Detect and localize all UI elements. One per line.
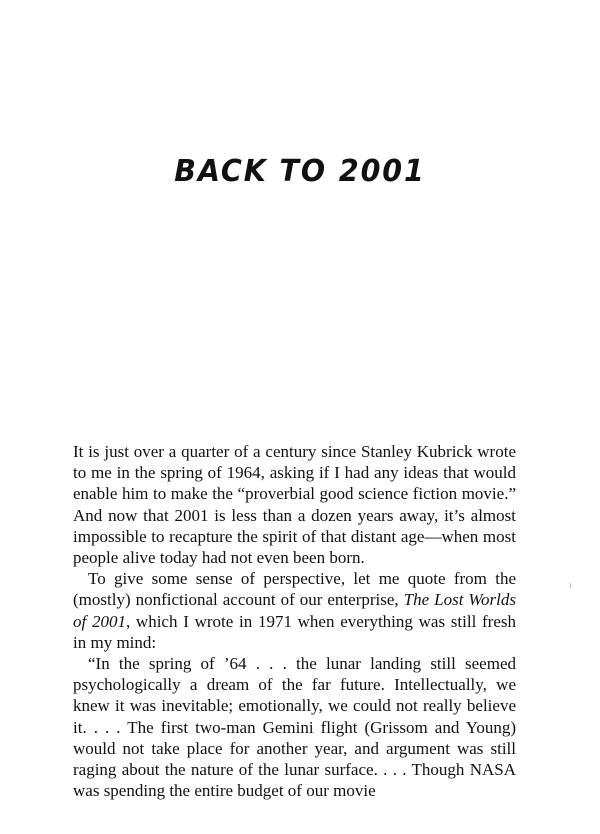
paragraph-3-quotation: “In the spring of ’64 . . . the lunar landing still seemed psychologically a dream of the far future. Intellectually, we knew it was inevitable; emotionally, we could not really believe it. . . . The first two-man Gemini flight (Grissom and Young) would not take place for another year, and argument was still raging about the nature of the lunar surface. . . . Though NASA was spending the entire budget of our movie <box>73 654 516 801</box>
scan-mark <box>570 583 571 588</box>
paragraph-1: It is just over a quarter of a century since Stanley Kubrick wrote to me in the spring of 1964, asking if I had any ideas that would enable him to make the “proverbial good science fiction movie.” And now that 2001 is less than a dozen years away, it’s almost impossible to recapture the spirit of that distant age—when most people alive today had not even been born. <box>73 442 516 568</box>
paragraph-2-tail: , which I wrote in 1971 when everything was still fresh in my mind: <box>73 611 516 652</box>
paragraph-2-lead: To give some sense of perspective, let me quote from the (mostly) nonfictional account of our enterprise, <box>73 569 516 610</box>
chapter-body <box>73 441 516 801</box>
chapter-title: BACK TO 2001 <box>174 154 426 189</box>
book-title-reference: The Lost Worlds of 2001 <box>73 590 516 631</box>
paragraph-2 <box>73 568 516 653</box>
